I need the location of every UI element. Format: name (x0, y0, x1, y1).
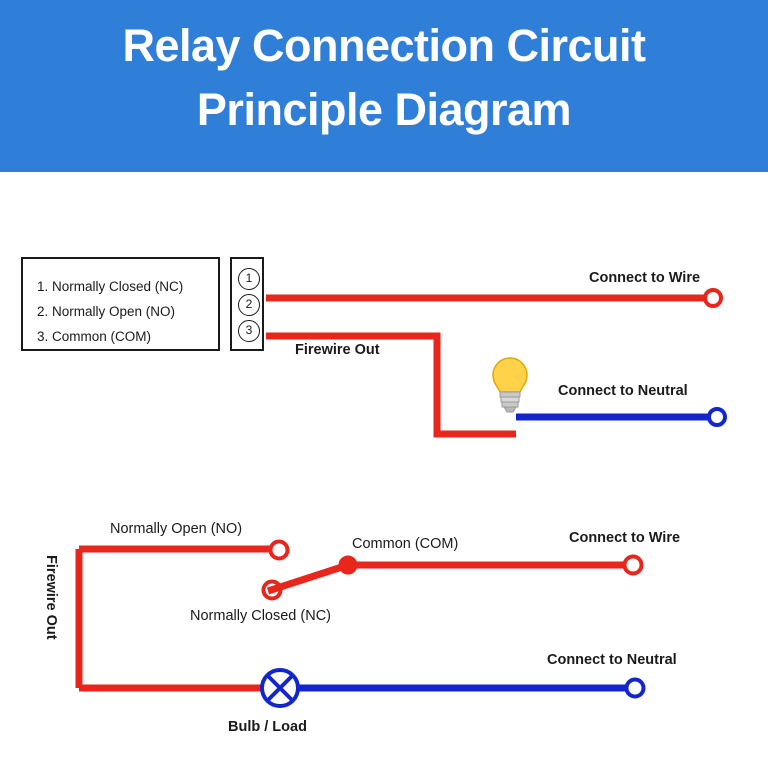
top-bulb-icon (493, 350, 527, 412)
label-top-connect-to-wire: Connect to Wire (589, 270, 701, 286)
label-bulb-load: Bulb / Load (228, 719, 307, 735)
legend-item-no: 2. Normally Open (NO) (37, 304, 176, 319)
terminal-pin-1: 1 (238, 268, 260, 290)
bottom-connect-to-wire-terminal (625, 557, 642, 574)
page-title-line-2: Principle Diagram (196, 83, 572, 135)
legend-item-nc: 1. Normally Closed (NC) (37, 279, 184, 294)
label-common: Common (COM) (352, 536, 459, 552)
label-normally-closed: Normally Closed (NC) (190, 608, 331, 624)
page-title-line-1: Relay Connection Circuit (122, 20, 646, 71)
top-connect-to-neutral-terminal (709, 409, 725, 425)
terminal-block (230, 257, 264, 351)
bottom-bulb-load-icon (262, 670, 298, 706)
label-bottom-connect-to-neutral: Connect to Neutral (547, 652, 677, 668)
label-bottom-firewire-out: Firewire Out (43, 555, 59, 640)
top-connect-to-wire-terminal (705, 290, 721, 306)
label-bottom-connect-to-wire: Connect to Wire (569, 530, 681, 546)
switch-blade (268, 565, 348, 591)
relay-legend-box (21, 257, 220, 351)
normally-open-terminal (271, 542, 288, 559)
label-normally-open: Normally Open (NO) (110, 521, 243, 537)
label-top-firewire-out: Firewire Out (295, 342, 380, 358)
label-top-connect-to-neutral: Connect to Neutral (558, 383, 688, 399)
terminal-pin-3: 3 (238, 320, 260, 342)
terminal-pin-2: 2 (238, 294, 260, 316)
bottom-connect-to-neutral-terminal (627, 680, 644, 697)
legend-item-com: 3. Common (COM) (37, 329, 152, 344)
